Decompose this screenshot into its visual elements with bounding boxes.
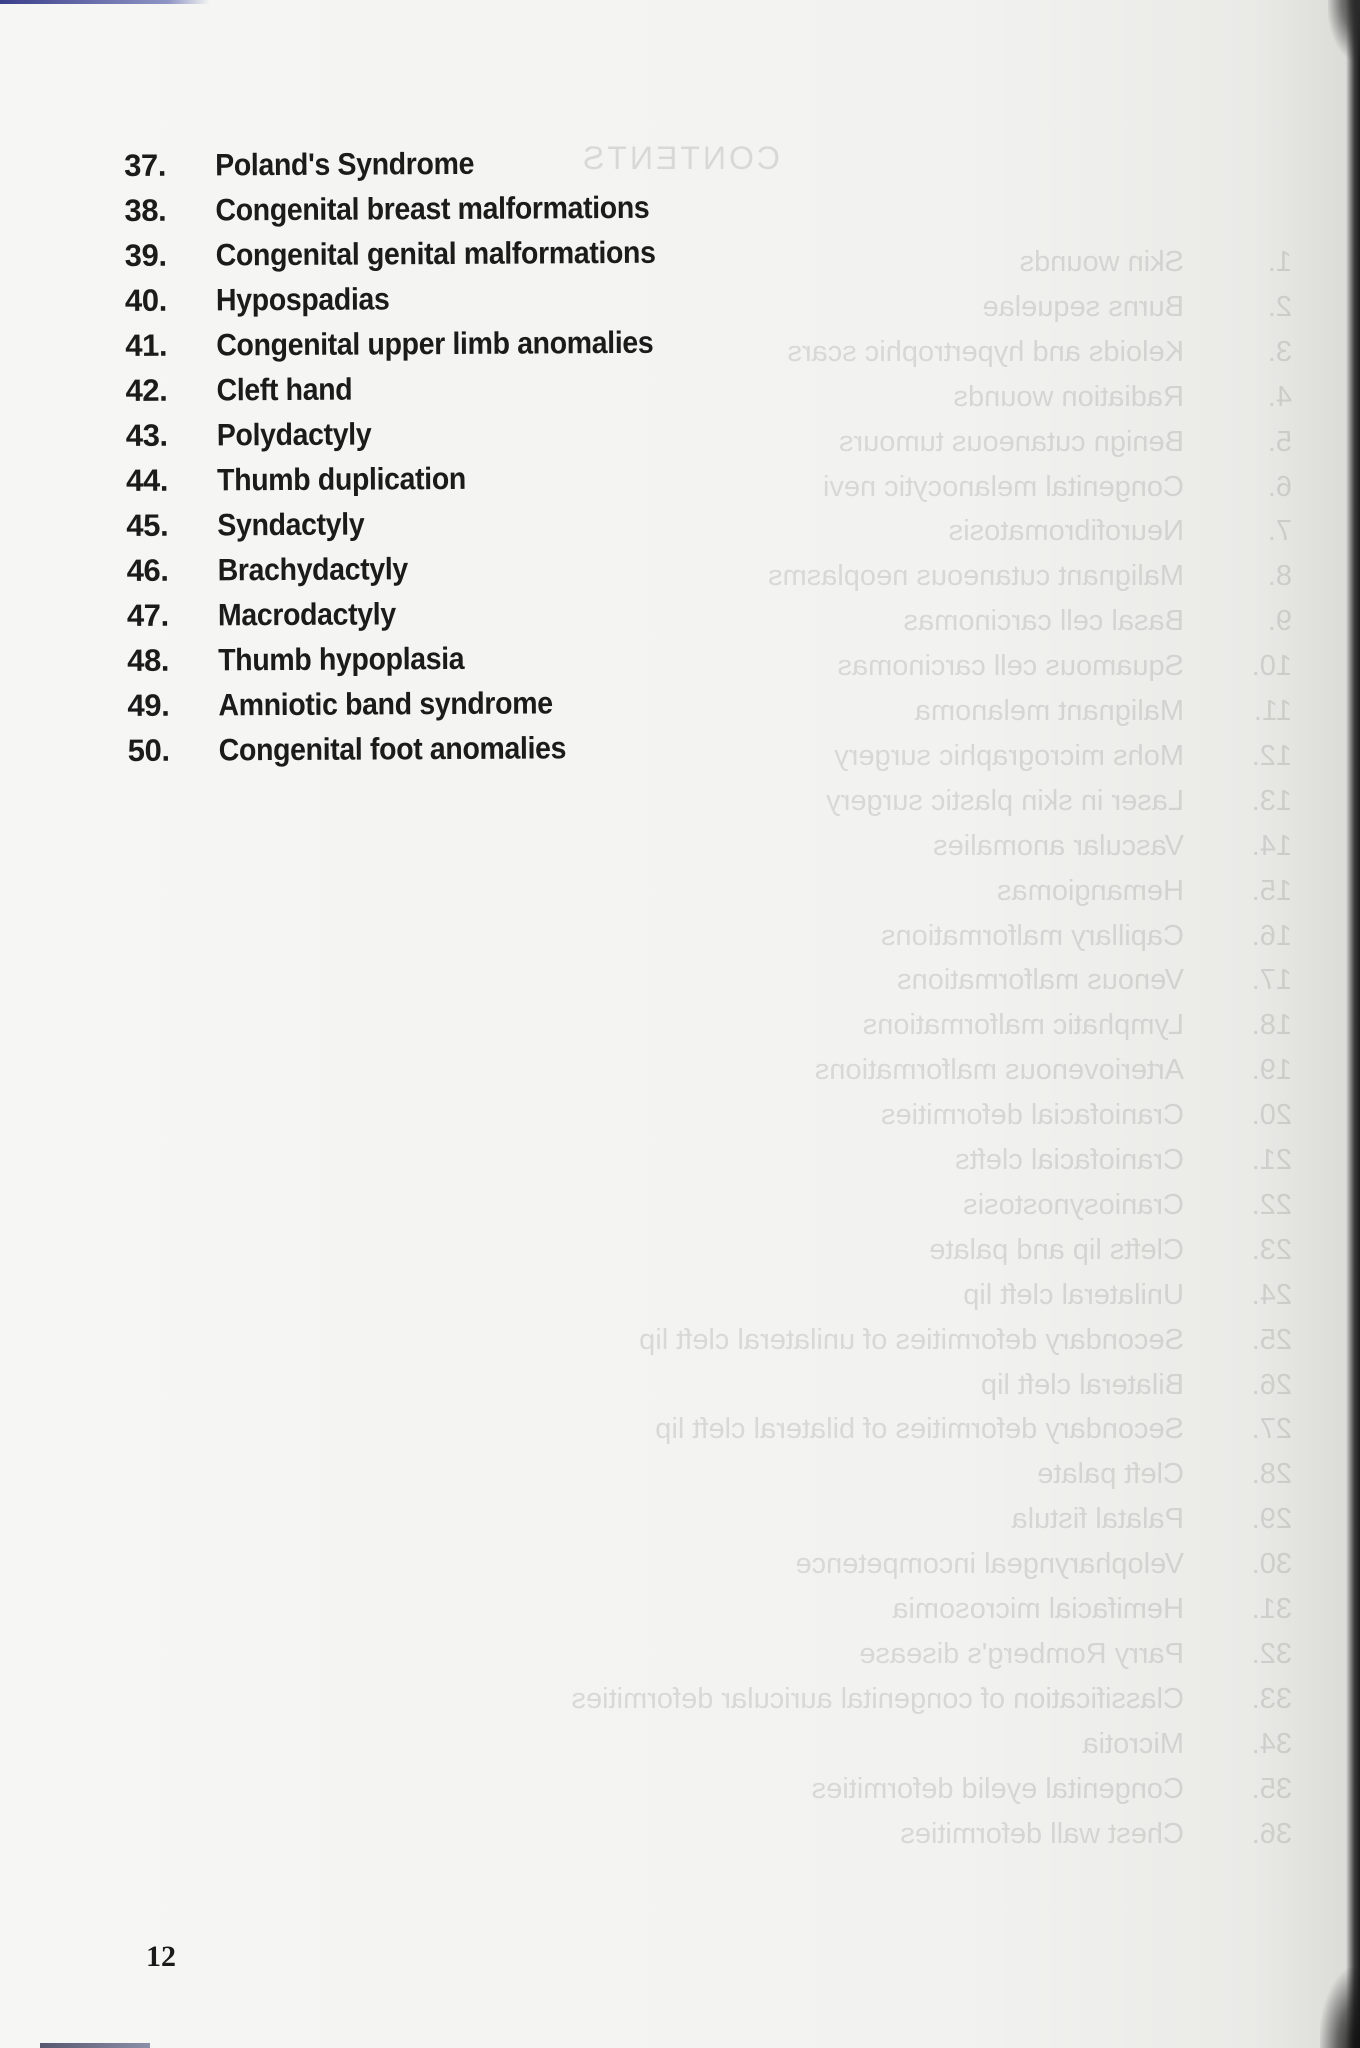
reverse-page-item-number: 5. bbox=[1267, 425, 1292, 458]
reverse-page-item-number: 11. bbox=[1253, 695, 1292, 727]
reverse-page-item-number: 18. bbox=[1251, 1009, 1292, 1042]
reverse-page-item-title: Keloids and hypertrophic scars bbox=[787, 335, 1184, 368]
contents-item-number: 47. bbox=[126, 597, 169, 633]
contents-item-title: Congenital foot anomalies bbox=[218, 730, 567, 768]
reverse-page-item-title: Bilateral cleft lip bbox=[980, 1368, 1184, 1401]
reverse-page-item-title: Cleft palate bbox=[1037, 1458, 1184, 1491]
reverse-page-item-title: Secondary deformities of unilateral cleft lip bbox=[639, 1323, 1184, 1356]
scan-edge-top bbox=[0, 0, 210, 4]
reverse-page-item-title: Skin wounds bbox=[1019, 246, 1184, 278]
reverse-page-item-number: 2. bbox=[1267, 290, 1292, 323]
reverse-page-item-title: Unilateral cleft lip bbox=[963, 1278, 1184, 1311]
reverse-page-item-number: 36. bbox=[1251, 1817, 1292, 1850]
contents-item-number: 49. bbox=[127, 687, 170, 723]
reverse-page-item-title: Malignant melanoma bbox=[914, 695, 1184, 727]
page-number: 12 bbox=[146, 1940, 176, 1973]
reverse-page-item-title: Microtia bbox=[1082, 1727, 1184, 1760]
reverse-page-item-title: Hemifacial microsomia bbox=[892, 1593, 1184, 1625]
contents-item-number: 48. bbox=[127, 642, 170, 678]
scan-edge-bottom bbox=[40, 2043, 150, 2048]
reverse-page-item-title: Velopharyngeal incompetence bbox=[795, 1548, 1184, 1581]
reverse-page-item-number: 31. bbox=[1251, 1593, 1292, 1625]
reverse-page-item-number: 3. bbox=[1267, 335, 1292, 368]
reverse-page-item-title: Venous malformations bbox=[897, 964, 1184, 997]
reverse-page-item-number: 20. bbox=[1251, 1099, 1292, 1132]
reverse-page-item-title: Laser in skin plastic surgery bbox=[826, 784, 1184, 817]
reverse-page-heading: CONTENTS bbox=[580, 140, 780, 176]
contents-item-title: Hypospadias bbox=[215, 281, 390, 318]
contents-item-number: 42. bbox=[125, 372, 168, 408]
contents-item-title: Congenital genital malformations bbox=[215, 234, 656, 273]
contents-item-title: Cleft hand bbox=[216, 371, 353, 408]
contents-item-number: 37. bbox=[124, 147, 167, 183]
reverse-page-item-number: 1. bbox=[1267, 246, 1292, 278]
reverse-page-item-title: Craniofacial clefts bbox=[955, 1144, 1184, 1176]
reverse-page-item-title: Chest wall deformities bbox=[900, 1817, 1184, 1850]
reverse-page-item-number: 6. bbox=[1267, 470, 1292, 503]
reverse-page-item-number: 14. bbox=[1251, 829, 1292, 862]
reverse-page-item-title: Capillary malformations bbox=[881, 919, 1184, 952]
reverse-page-item-title: Benign cutaneous tumours bbox=[839, 425, 1184, 458]
reverse-page-item-title: Neurofibromatosis bbox=[948, 515, 1184, 548]
page-corner-shadow-top bbox=[1328, 0, 1360, 60]
contents-item-number: 43. bbox=[125, 417, 168, 453]
reverse-page-item-title: Malignant cutaneous neoplasms bbox=[768, 560, 1184, 593]
reverse-page-item-number: 29. bbox=[1251, 1503, 1292, 1536]
contents-item-number: 39. bbox=[124, 237, 167, 273]
contents-item-number: 50. bbox=[127, 732, 170, 768]
reverse-page-item-number: 27. bbox=[1251, 1413, 1292, 1446]
reverse-page-item-number: 26. bbox=[1251, 1368, 1292, 1401]
reverse-page-item-number: 19. bbox=[1251, 1054, 1292, 1087]
reverse-page-item-number: 32. bbox=[1251, 1637, 1292, 1670]
reverse-page-item-number: 7. bbox=[1267, 515, 1292, 548]
reverse-page-item-title: Arteriovenous malformations bbox=[814, 1054, 1184, 1087]
reverse-page-item-title: Secondary deformities of bilateral cleft lip bbox=[655, 1413, 1184, 1446]
reverse-page-item-title: Clefts lip and palate bbox=[929, 1233, 1184, 1266]
contents-item-title: Polydactyly bbox=[216, 416, 372, 453]
reverse-page-item-title: Mohs micrographic surgery bbox=[834, 739, 1184, 772]
contents-item-number: 45. bbox=[126, 507, 169, 543]
reverse-page-item-number: 33. bbox=[1251, 1682, 1292, 1715]
reverse-page-item-title: Lymphatic malformations bbox=[862, 1009, 1184, 1042]
scan-edge-right bbox=[1346, 0, 1360, 2048]
contents-item-number: 44. bbox=[125, 462, 169, 498]
reverse-page-item-title: Palatal fistula bbox=[1011, 1503, 1184, 1536]
contents-item-number: 41. bbox=[125, 327, 168, 363]
reverse-page-item-number: 28. bbox=[1251, 1458, 1292, 1491]
reverse-page-item-title: Radiation wounds bbox=[953, 380, 1184, 413]
reverse-page-item-title: Parry Romberg's disease bbox=[859, 1637, 1184, 1670]
reverse-page-item-number: 8. bbox=[1267, 560, 1292, 593]
contents-item-title: Congenital upper limb anomalies bbox=[216, 324, 654, 363]
reverse-page-item-number: 21. bbox=[1251, 1144, 1292, 1176]
reverse-page-item-title: Craniofacial deformities bbox=[880, 1099, 1184, 1132]
reverse-page-item-number: 24. bbox=[1251, 1278, 1292, 1311]
contents-item-title: Syndactyly bbox=[217, 506, 365, 543]
contents-item-number: 46. bbox=[126, 552, 169, 588]
reverse-page-item-number: 10. bbox=[1251, 650, 1292, 683]
reverse-page-item-number: 30. bbox=[1251, 1548, 1292, 1581]
reverse-page-item-number: 15. bbox=[1251, 874, 1292, 907]
reverse-page-item-title: Congenital melanocytic nevi bbox=[822, 470, 1184, 503]
reverse-page-item-title: Congenital eyelid deformities bbox=[811, 1772, 1184, 1805]
contents-item-title: Macrodactyly bbox=[217, 596, 396, 633]
reverse-page-item-title: Basal cell carcinomas bbox=[903, 605, 1184, 638]
reverse-page-item-number: 22. bbox=[1251, 1188, 1292, 1221]
reverse-page-item-number: 13. bbox=[1251, 784, 1292, 817]
reverse-page-item-number: 4. bbox=[1267, 380, 1292, 413]
reverse-page-item-number: 17. bbox=[1251, 964, 1292, 997]
reverse-page-item-title: Craniosynostosis bbox=[963, 1188, 1184, 1221]
reverse-page-item-title: Squamous cell carcinomas bbox=[837, 650, 1184, 683]
reverse-page-item-number: 34. bbox=[1251, 1727, 1292, 1760]
reverse-page-item-title: Hemangiomas bbox=[997, 874, 1184, 907]
contents-item-title: Amniotic band syndrome bbox=[218, 685, 553, 723]
reverse-page-item-number: 23. bbox=[1251, 1233, 1292, 1266]
page-corner-shadow-bottom bbox=[1320, 1968, 1360, 2048]
reverse-page-item-title: Burns sequelae bbox=[982, 290, 1184, 323]
contents-item-title: Brachydactyly bbox=[217, 551, 408, 588]
contents-item-number: 40. bbox=[124, 282, 167, 318]
contents-item-title: Poland's Syndrome bbox=[215, 145, 475, 183]
reverse-page-item-number: 9. bbox=[1267, 605, 1292, 638]
reverse-page-item-number: 16. bbox=[1251, 919, 1292, 952]
reverse-page-item-number: 12. bbox=[1251, 739, 1292, 772]
contents-item-title: Thumb hypoplasia bbox=[218, 640, 465, 678]
contents-item-number: 38. bbox=[124, 192, 167, 228]
contents-item-title: Congenital breast malformations bbox=[215, 189, 650, 228]
reverse-page-item-number: 35. bbox=[1251, 1772, 1292, 1805]
contents-item-title: Thumb duplication bbox=[216, 460, 466, 498]
reverse-page-item-title: Classification of congenital auricular deformities bbox=[571, 1682, 1184, 1715]
reverse-page-item-number: 25. bbox=[1251, 1323, 1292, 1356]
reverse-page-item-title: Vascular anomalies bbox=[933, 829, 1184, 862]
